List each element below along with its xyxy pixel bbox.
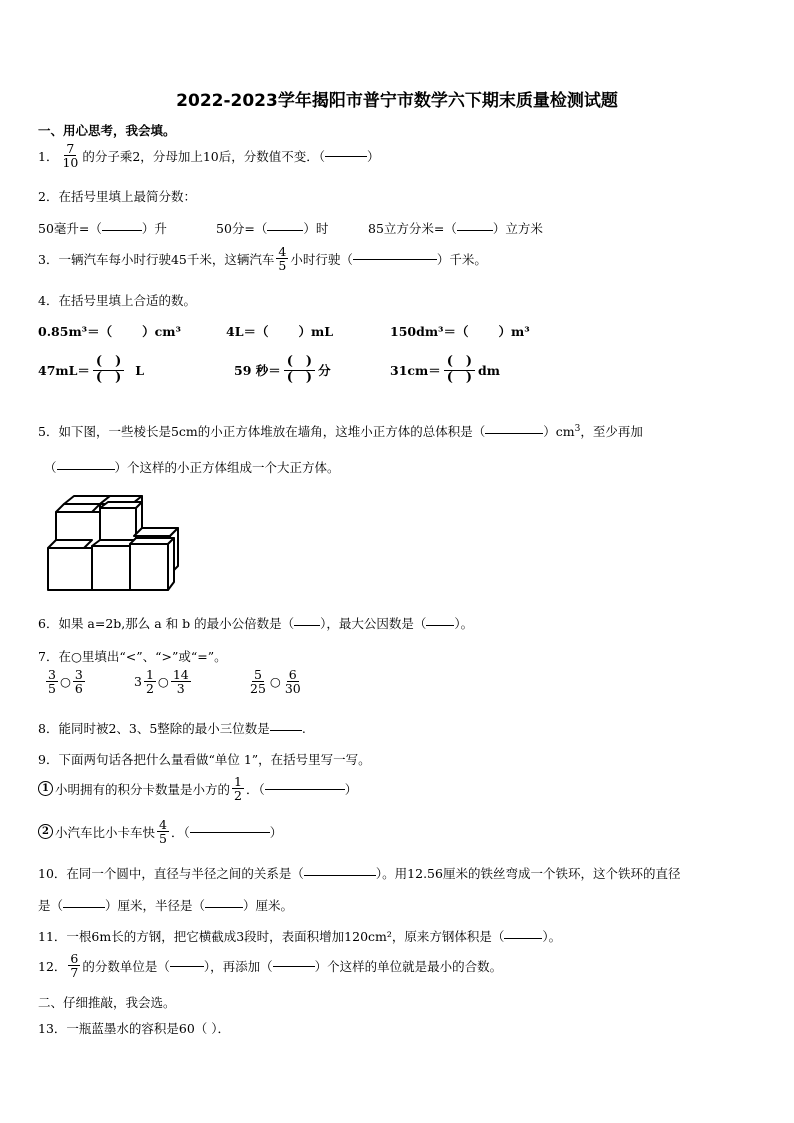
answer-blank[interactable] [426, 624, 454, 626]
answer-blank[interactable] [485, 432, 543, 434]
answer-blank[interactable] [270, 729, 302, 731]
question-2-item: 85立方分米=（ ）立方米 [368, 221, 543, 236]
answer-blank[interactable] [190, 831, 270, 833]
question-6: 6．如果 a=2b,那么 a 和 b 的最小公倍数是（ ），最大公因数是（ ）。 [38, 616, 474, 631]
question-9-item: 2 小汽车比小卡车快 $\frac{4}{5}$ ．（ ） [38, 818, 282, 845]
question-13: 13．一瓶蓝墨水的容积是60（ ）． [38, 1021, 231, 1036]
question-2: 2．在括号里填上最简分数： [38, 189, 196, 204]
question-5: 5．如下图，一些棱长是5cm的小正方体堆放在墙角，这堆小正方体的总体积是（ ）$cm^3$，至少再加 [38, 423, 643, 439]
question-12: 12． $\frac{6}{7}$ 的分数单位是（ ），再添加（ ）个这样的单位就是最小的合数。 [38, 951, 503, 981]
question-9-item: 1 小明拥有的积分卡数量是小方的 $\frac{1}{2}$ ．（ ） [38, 775, 357, 802]
question-2-item: 50分=（ ）时 [216, 221, 329, 236]
question-number: 1． [38, 148, 59, 164]
question-4-item: 0.85m³＝（ ）cm³ [38, 324, 181, 339]
compare-circle[interactable]: ○ [59, 674, 71, 690]
question-text: 一辆汽车每小时行驶45千米，这辆汽车 [58, 251, 275, 267]
circled-number: 1 [38, 781, 53, 796]
fraction-blank[interactable]: $\frac{( )}{( )}$ [93, 355, 124, 386]
question-text: 的分子乘2，分母加上10后，分数值不变．（ [82, 148, 325, 164]
question-4-fraction-item: 59 秒＝ $\frac{( )}{( )}$ 分 [234, 354, 331, 385]
circled-number: 2 [38, 824, 53, 839]
question-4-fraction-item: 31cm＝ $\frac{( )}{( )}$ dm [390, 354, 501, 385]
compare-item: $\frac{3}{5}$ ○ $\frac{3}{6}$ [48, 667, 83, 697]
answer-blank[interactable] [57, 468, 115, 470]
compare-circle[interactable]: ○ [269, 674, 281, 690]
answer-blank[interactable] [273, 965, 315, 967]
page-title: 2022-2023学年揭阳市普宁市数学六下期末质量检测试题 [176, 91, 618, 111]
question-4: 4．在括号里填上合适的数。 [38, 293, 196, 308]
question-9: 9．下面两句话各把什么量看做“单位 1”，在括号里写一写。 [38, 752, 371, 767]
answer-blank[interactable] [353, 258, 437, 260]
question-10-line-2: 是（ ）厘米，半径是（ ）厘米。 [38, 898, 294, 913]
answer-blank[interactable] [205, 906, 243, 908]
answer-blank[interactable] [304, 874, 376, 876]
section-2-heading: 二、仔细推敲，我会选。 [38, 995, 176, 1010]
answer-blank[interactable] [267, 229, 303, 231]
answer-blank[interactable] [504, 937, 542, 939]
question-10: 10．在同一个圆中，直径与半径之间的关系是（ ）。用12.56厘米的铁丝弯成一个铁环，这个铁环的直径 [38, 866, 681, 881]
section-1-heading: 一、用心思考，我会填。 [38, 123, 176, 138]
answer-blank[interactable] [102, 229, 142, 231]
fraction: $\frac{7}{10}$ [62, 141, 79, 171]
compare-circle[interactable]: ○ [157, 674, 169, 690]
question-1: 1． $\frac{7}{10}$ 的分子乘2，分母加上10后，分数值不变．（ ） [38, 141, 380, 171]
question-3: 3． 一辆汽车每小时行驶45千米，这辆汽车 $\frac{4}{5}$ 小时行驶（ ）千米。 [38, 244, 487, 274]
fraction-blank[interactable]: $\frac{( )}{( )}$ [284, 355, 315, 386]
question-4-item: 4L＝（ ）mL [226, 324, 334, 339]
answer-blank[interactable] [294, 624, 320, 626]
answer-blank[interactable] [457, 229, 493, 231]
answer-blank[interactable] [265, 788, 345, 790]
question-11: 11．一根6m长的方钢，把它横截成3段时，表面积增加120cm²，原来方钢体积是（ ）。 [38, 929, 562, 944]
question-4-fraction-item: 47mL＝ $\frac{( )}{( )}$ L [38, 354, 145, 385]
question-7: 7．在○里填出“<”、“>”或“=”。 [38, 649, 227, 664]
question-5-line-2: （ ）个这样的小正方体组成一个大正方体。 [44, 460, 340, 475]
question-8: 8．能同时被2、3、5整除的最小三位数是 . [38, 721, 306, 736]
question-4-item: 150dm³＝（ ）m³ [390, 324, 530, 339]
answer-blank[interactable] [325, 155, 367, 157]
compare-item: 3 $\frac{1}{2}$ ○ $\frac{14}{3}$ [134, 667, 189, 697]
question-2-item: 50毫升=（ ）升 [38, 221, 167, 236]
fraction-blank[interactable]: $\frac{( )}{( )}$ [444, 355, 475, 386]
answer-blank[interactable] [170, 965, 204, 967]
answer-blank[interactable] [63, 906, 105, 908]
cube-stack-figure [44, 494, 184, 594]
fraction: $\frac{4}{5}$ [278, 244, 287, 274]
compare-item: $\frac{5}{25}$ ○ $\frac{6}{30}$ [250, 667, 301, 697]
